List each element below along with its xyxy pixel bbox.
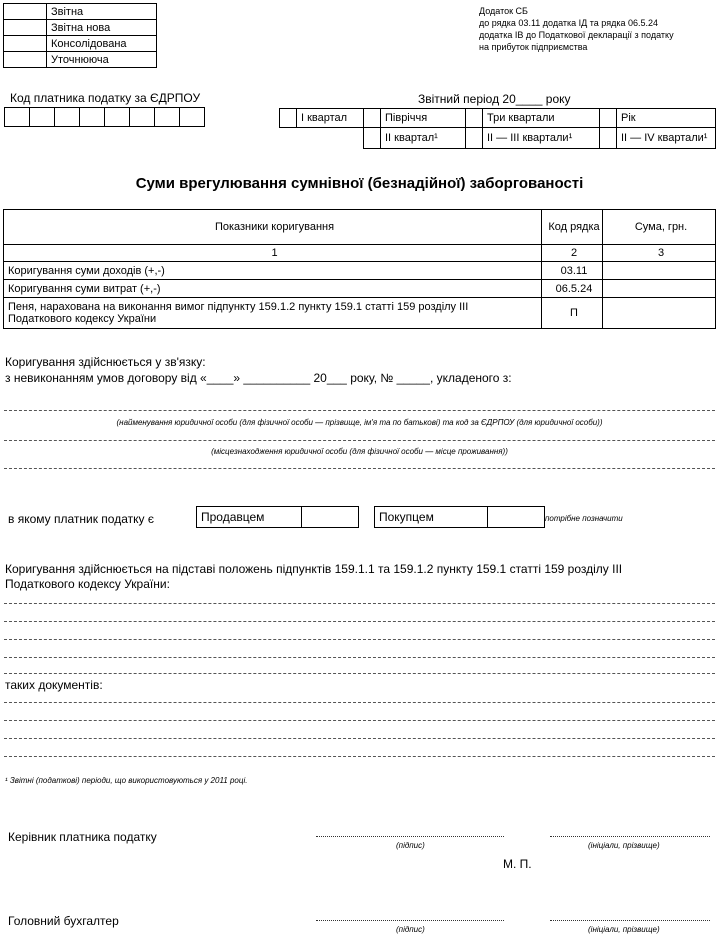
row-name: Пеня, нарахована на виконання вимог підпункту 159.1.2 пункту 159.1 статті 159 розділу ІІІ Податкового кодексу України: [4, 298, 542, 329]
code-digit-box[interactable]: [129, 107, 155, 127]
row-code: 06.5.24: [542, 280, 603, 298]
header-code: Код рядка: [542, 210, 603, 245]
period-checkbox[interactable]: [364, 128, 381, 149]
head-signature-line[interactable]: [316, 836, 504, 837]
row-code: П: [542, 298, 603, 329]
buyer-label: Покупцем: [375, 507, 488, 528]
seller-box: [196, 506, 359, 528]
accountant-name-line[interactable]: [550, 920, 710, 921]
docs-label: таких документів:: [5, 678, 103, 692]
head-label: Керівник платника податку: [8, 830, 157, 844]
basis-line[interactable]: [4, 621, 715, 622]
row-sum[interactable]: [603, 262, 716, 280]
col-number: 2: [542, 245, 603, 262]
code-digit-box[interactable]: [4, 107, 30, 127]
code-digit-box[interactable]: [54, 107, 80, 127]
report-type-checkbox[interactable]: [4, 4, 47, 20]
head-sign-hint: (підпис): [396, 841, 425, 850]
correction-line2: з невиконанням умов договору від «____» __________ 20___ року, № _____, укладеного з:: [5, 371, 512, 385]
role-label: в якому платник податку є: [8, 512, 154, 526]
accountant-sign-hint: (підпис): [396, 925, 425, 934]
appendix-line: на прибуток підприємства: [479, 42, 588, 52]
code-digit-box[interactable]: [29, 107, 55, 127]
hint-counterparty-name: (найменування юридичної особи (для фізичної особи — прізвище, ім'я та по батькові) та код за ЄДРПОУ (для юридичної особи)): [116, 418, 603, 427]
counterparty-extra-line[interactable]: [4, 468, 715, 469]
basis-line[interactable]: [4, 603, 715, 604]
code-digit-box[interactable]: [104, 107, 130, 127]
period-three: Три квартали: [483, 109, 600, 128]
row-code: 03.11: [542, 262, 603, 280]
period-checkbox[interactable]: [466, 109, 483, 128]
code-digit-box[interactable]: [179, 107, 205, 127]
report-type-label: Звітна: [47, 4, 157, 20]
period-q2-q3: ІІ — ІІІ квартали¹: [483, 128, 600, 149]
report-type-label: Консолідована: [47, 36, 157, 52]
payer-code-boxes[interactable]: [5, 107, 205, 127]
head-name-line[interactable]: [550, 836, 710, 837]
appendix-title: Додаток СБ: [479, 6, 528, 16]
appendix-header: [479, 5, 674, 53]
code-digit-box[interactable]: [79, 107, 105, 127]
report-type-label: Уточнююча: [47, 52, 157, 68]
period-checkbox[interactable]: [280, 109, 297, 128]
col-number: 3: [603, 245, 716, 262]
basis-line[interactable]: [4, 657, 715, 658]
period-label: Звітний період 20____ року: [418, 92, 571, 106]
docs-line[interactable]: [4, 720, 715, 721]
period-q1: І квартал: [297, 109, 364, 128]
report-type-label: Звітна нова: [47, 20, 157, 36]
table-row: [4, 298, 716, 329]
code-digit-box[interactable]: [154, 107, 180, 127]
counterparty-address-line[interactable]: [4, 440, 715, 441]
basis-line[interactable]: [4, 673, 715, 674]
main-title: Суми врегулювання сумнівної (безнадійної) заборгованості: [135, 175, 584, 192]
correction-line1: Коригування здійснюється у зв'язку:: [5, 355, 206, 369]
appendix-line: до рядка 03.11 додатка ІД та рядка 06.5.24: [479, 18, 658, 28]
period-q2: ІІ квартал¹: [381, 128, 466, 149]
seller-checkbox[interactable]: [302, 507, 359, 528]
report-type-checkbox[interactable]: [4, 52, 47, 68]
appendix-line: додатка ІВ до Податкової декларації з податку: [479, 30, 674, 40]
accountant-name-hint: (ініціали, прізвище): [588, 925, 660, 934]
header-sum: Сума, грн.: [603, 210, 716, 245]
period-checkbox[interactable]: [364, 109, 381, 128]
row-sum[interactable]: [603, 280, 716, 298]
row-sum[interactable]: [603, 298, 716, 329]
head-name-hint: (ініціали, прізвище): [588, 841, 660, 850]
period-checkbox[interactable]: [600, 128, 617, 149]
hint-counterparty-address: (місцезнаходження юридичної особи (для фізичної особи — місце проживання)): [211, 447, 508, 456]
table-row: [4, 262, 716, 280]
basis-line[interactable]: [4, 639, 715, 640]
payer-code-label: Код платника податку за ЄДРПОУ: [10, 91, 201, 105]
period-half: Півріччя: [381, 109, 466, 128]
period-year: Рік: [617, 109, 716, 128]
accountant-label: Головний бухгалтер: [8, 914, 119, 928]
table-row: [4, 280, 716, 298]
buyer-checkbox[interactable]: [488, 507, 545, 528]
docs-line[interactable]: [4, 738, 715, 739]
col-number: 1: [4, 245, 542, 262]
docs-line[interactable]: [4, 756, 715, 757]
counterparty-name-line[interactable]: [4, 410, 715, 411]
footnote: ¹ Звітні (податкові) періоди, що використовуються у 2011 році.: [5, 776, 248, 785]
report-type-table: [3, 3, 157, 68]
row-name: Коригування суми доходів (+,-): [4, 262, 542, 280]
docs-line[interactable]: [4, 702, 715, 703]
buyer-box: [374, 506, 545, 528]
period-checkbox[interactable]: [466, 128, 483, 149]
accountant-signature-line[interactable]: [316, 920, 504, 921]
period-table: [279, 108, 716, 149]
seller-label: Продавцем: [197, 507, 302, 528]
basis-text: Коригування здійснюється на підставі положень підпунктів 159.1.1 та 159.1.2 пункту 159.1 статті 159 розділу ІІІ Податкового кодексу України:: [5, 562, 623, 591]
role-note: потрібне позначити: [545, 514, 623, 523]
adjustment-table: [3, 209, 716, 329]
header-indicators: Показники коригування: [4, 210, 542, 245]
report-type-checkbox[interactable]: [4, 36, 47, 52]
stamp-label: М. П.: [503, 857, 532, 871]
period-checkbox[interactable]: [600, 109, 617, 128]
row-name: Коригування суми витрат (+,-): [4, 280, 542, 298]
period-q2-q4: ІІ — ІV квартали¹: [617, 128, 716, 149]
report-type-checkbox[interactable]: [4, 20, 47, 36]
